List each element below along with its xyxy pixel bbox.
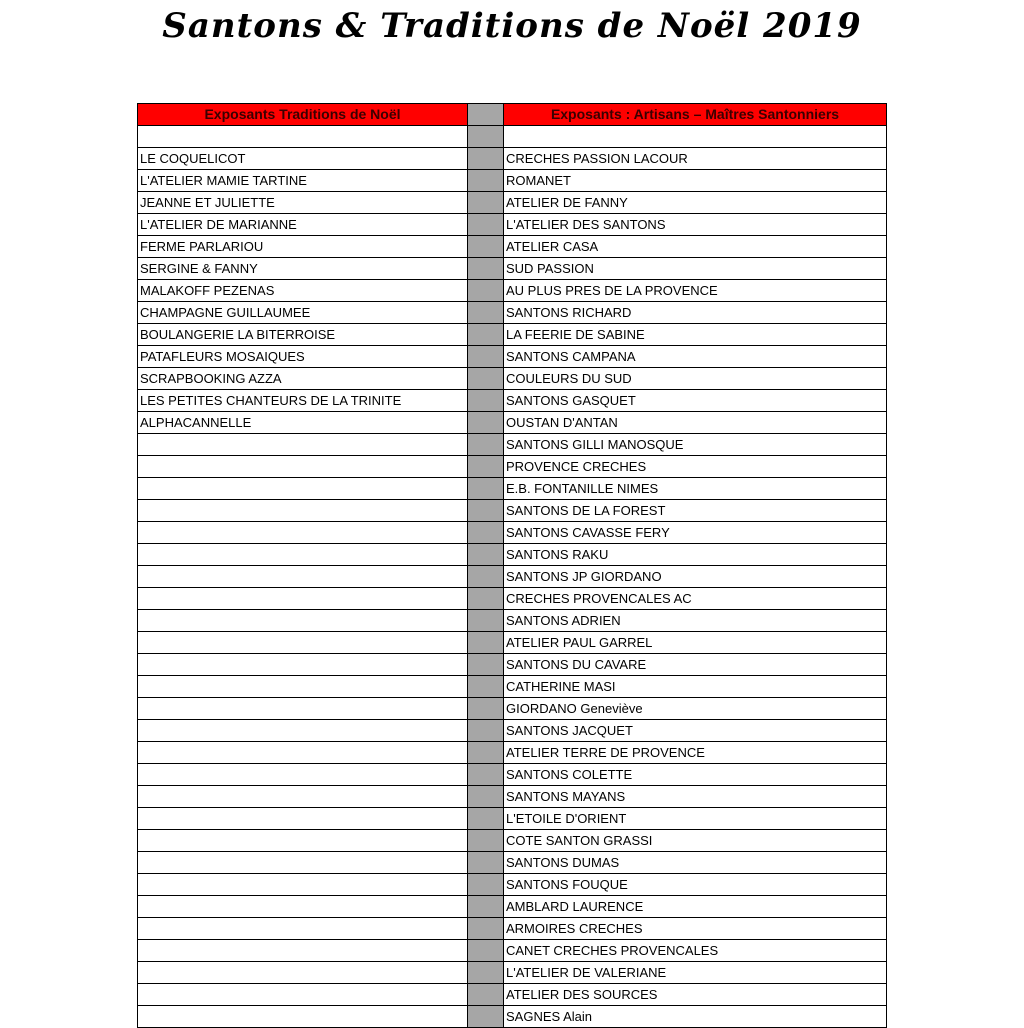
santonnier-exhibitor-cell: SANTONS MAYANS [504,786,887,808]
santonnier-exhibitor-cell: ARMOIRES CRECHES [504,918,887,940]
table-row [138,214,887,236]
table-row [138,170,887,192]
separator-cell [468,148,504,170]
traditions-exhibitor-cell [138,698,468,720]
separator-cell [468,192,504,214]
santonnier-exhibitor-cell: OUSTAN D'ANTAN [504,412,887,434]
traditions-exhibitor-cell [138,500,468,522]
traditions-exhibitor-cell [138,676,468,698]
traditions-exhibitor-cell [138,566,468,588]
separator-cell [468,302,504,324]
table-row [138,610,887,632]
santonnier-exhibitor-cell: SANTONS CAVASSE FERY [504,522,887,544]
traditions-exhibitor-cell: L'ATELIER DE MARIANNE [138,214,468,236]
table-row [138,302,887,324]
table-row [138,258,887,280]
separator-cell [468,632,504,654]
separator-cell [468,698,504,720]
table-row [138,742,887,764]
traditions-exhibitor-cell [138,808,468,830]
traditions-exhibitor-cell [138,654,468,676]
traditions-exhibitor-cell: JEANNE ET JULIETTE [138,192,468,214]
santonnier-exhibitor-cell: ROMANET [504,170,887,192]
traditions-exhibitor-cell [138,830,468,852]
santonnier-exhibitor-cell: SANTONS DU CAVARE [504,654,887,676]
table-row [138,632,887,654]
separator-cell [468,610,504,632]
santonnier-exhibitor-cell: GIORDANO Geneviève [504,698,887,720]
santonnier-exhibitor-cell: SANTONS JACQUET [504,720,887,742]
table-row [138,324,887,346]
table-row [138,676,887,698]
separator-cell [468,918,504,940]
santonnier-exhibitor-cell: SANTONS RAKU [504,544,887,566]
separator-cell [468,566,504,588]
traditions-exhibitor-cell: BOULANGERIE LA BITERROISE [138,324,468,346]
separator-cell [468,324,504,346]
separator-cell [468,830,504,852]
santonnier-exhibitor-cell: ATELIER PAUL GARREL [504,632,887,654]
santonnier-exhibitor-cell: SANTONS GILLI MANOSQUE [504,434,887,456]
traditions-exhibitor-cell: ALPHACANNELLE [138,412,468,434]
separator-cell [468,940,504,962]
table-row [138,808,887,830]
santonnier-exhibitor-cell: ATELIER DE FANNY [504,192,887,214]
santonnier-exhibitor-cell: SANTONS GASQUET [504,390,887,412]
table-body [138,126,887,1028]
traditions-exhibitor-cell [138,720,468,742]
separator-cell [468,852,504,874]
traditions-exhibitor-cell: LE COQUELICOT [138,148,468,170]
table-row [138,456,887,478]
exhibitors-table [137,103,887,1028]
separator-cell [468,1006,504,1028]
separator-cell [468,588,504,610]
traditions-exhibitor-cell [138,522,468,544]
traditions-exhibitor-cell [138,126,468,148]
separator-cell [468,456,504,478]
separator-cell [468,478,504,500]
separator-column-header [468,104,504,126]
santonnier-exhibitor-cell: SANTONS ADRIEN [504,610,887,632]
traditions-exhibitor-cell: LES PETITES CHANTEURS DE LA TRINITE [138,390,468,412]
table-row [138,346,887,368]
traditions-exhibitor-cell [138,764,468,786]
traditions-exhibitor-cell [138,1006,468,1028]
santonnier-exhibitor-cell: ATELIER DES SOURCES [504,984,887,1006]
table-row [138,588,887,610]
santonnier-exhibitor-cell: SANTONS DUMAS [504,852,887,874]
santonnier-exhibitor-cell: SANTONS RICHARD [504,302,887,324]
separator-cell [468,500,504,522]
traditions-exhibitor-cell [138,478,468,500]
traditions-exhibitor-cell [138,544,468,566]
separator-cell [468,874,504,896]
traditions-exhibitor-cell: FERME PARLARIOU [138,236,468,258]
traditions-exhibitor-cell: SERGINE & FANNY [138,258,468,280]
separator-cell [468,214,504,236]
traditions-exhibitor-cell [138,874,468,896]
separator-cell [468,544,504,566]
table-row [138,126,887,148]
page-title: Santons & Traditions de Noël 2019 [162,6,862,46]
traditions-exhibitor-cell [138,984,468,1006]
santonnier-exhibitor-cell: SANTONS CAMPANA [504,346,887,368]
separator-cell [468,390,504,412]
santonnier-exhibitor-cell: LA FEERIE DE SABINE [504,324,887,346]
traditions-exhibitor-cell [138,896,468,918]
table-row [138,522,887,544]
separator-cell [468,720,504,742]
separator-cell [468,896,504,918]
header-traditions-de-noel: Exposants Traditions de Noël [138,104,468,126]
separator-cell [468,236,504,258]
separator-cell [468,126,504,148]
traditions-exhibitor-cell [138,742,468,764]
traditions-exhibitor-cell: CHAMPAGNE GUILLAUMEE [138,302,468,324]
table-row [138,918,887,940]
traditions-exhibitor-cell [138,610,468,632]
santonnier-exhibitor-cell: COULEURS DU SUD [504,368,887,390]
separator-cell [468,522,504,544]
separator-cell [468,346,504,368]
separator-cell [468,786,504,808]
table-row [138,764,887,786]
traditions-exhibitor-cell [138,940,468,962]
table-row [138,896,887,918]
table-row [138,390,887,412]
table-row [138,1006,887,1028]
santonnier-exhibitor-cell: CRECHES PASSION LACOUR [504,148,887,170]
table-row [138,192,887,214]
table-row [138,874,887,896]
traditions-exhibitor-cell: SCRAPBOOKING AZZA [138,368,468,390]
traditions-exhibitor-cell [138,588,468,610]
santonnier-exhibitor-cell: SANTONS FOUQUE [504,874,887,896]
separator-cell [468,808,504,830]
table-row [138,962,887,984]
traditions-exhibitor-cell: L'ATELIER MAMIE TARTINE [138,170,468,192]
table-row [138,544,887,566]
santonnier-exhibitor-cell: SANTONS COLETTE [504,764,887,786]
santonnier-exhibitor-cell: SANTONS JP GIORDANO [504,566,887,588]
table-row [138,698,887,720]
separator-cell [468,742,504,764]
separator-cell [468,368,504,390]
separator-cell [468,984,504,1006]
separator-cell [468,434,504,456]
traditions-exhibitor-cell [138,962,468,984]
table-row [138,368,887,390]
table-row [138,852,887,874]
separator-cell [468,962,504,984]
separator-cell [468,412,504,434]
table-row [138,786,887,808]
santonnier-exhibitor-cell: CRECHES PROVENCALES AC [504,588,887,610]
traditions-exhibitor-cell [138,456,468,478]
table-row [138,434,887,456]
table-row [138,148,887,170]
table-row [138,478,887,500]
table-header-row [138,104,887,126]
santonnier-exhibitor-cell: SAGNES Alain [504,1006,887,1028]
santonnier-exhibitor-cell [504,126,887,148]
table-row [138,830,887,852]
santonnier-exhibitor-cell: COTE SANTON GRASSI [504,830,887,852]
traditions-exhibitor-cell [138,852,468,874]
santonnier-exhibitor-cell: SANTONS DE LA FOREST [504,500,887,522]
separator-cell [468,280,504,302]
santonnier-exhibitor-cell: PROVENCE CRECHES [504,456,887,478]
traditions-exhibitor-cell [138,786,468,808]
table-row [138,236,887,258]
santonnier-exhibitor-cell: CATHERINE MASI [504,676,887,698]
separator-cell [468,170,504,192]
santonnier-exhibitor-cell: SUD PASSION [504,258,887,280]
table-row [138,940,887,962]
santonnier-exhibitor-cell: L'ETOILE D'ORIENT [504,808,887,830]
traditions-exhibitor-cell [138,632,468,654]
santonnier-exhibitor-cell: CANET CRECHES PROVENCALES [504,940,887,962]
traditions-exhibitor-cell: MALAKOFF PEZENAS [138,280,468,302]
santonnier-exhibitor-cell: AU PLUS PRES DE LA PROVENCE [504,280,887,302]
santonnier-exhibitor-cell: AMBLARD LAURENCE [504,896,887,918]
santonnier-exhibitor-cell: L'ATELIER DES SANTONS [504,214,887,236]
table-row [138,412,887,434]
table-row [138,984,887,1006]
header-artisans-santonniers: Exposants : Artisans – Maîtres Santonniers [504,104,887,126]
table-row [138,654,887,676]
santonnier-exhibitor-cell: L'ATELIER DE VALERIANE [504,962,887,984]
santonnier-exhibitor-cell: E.B. FONTANILLE NIMES [504,478,887,500]
separator-cell [468,676,504,698]
santonnier-exhibitor-cell: ATELIER TERRE DE PROVENCE [504,742,887,764]
table-row [138,500,887,522]
traditions-exhibitor-cell [138,918,468,940]
santonnier-exhibitor-cell: ATELIER CASA [504,236,887,258]
table-row [138,720,887,742]
table-row [138,280,887,302]
separator-cell [468,654,504,676]
separator-cell [468,258,504,280]
separator-cell [468,764,504,786]
table-row [138,566,887,588]
traditions-exhibitor-cell: PATAFLEURS MOSAIQUES [138,346,468,368]
traditions-exhibitor-cell [138,434,468,456]
